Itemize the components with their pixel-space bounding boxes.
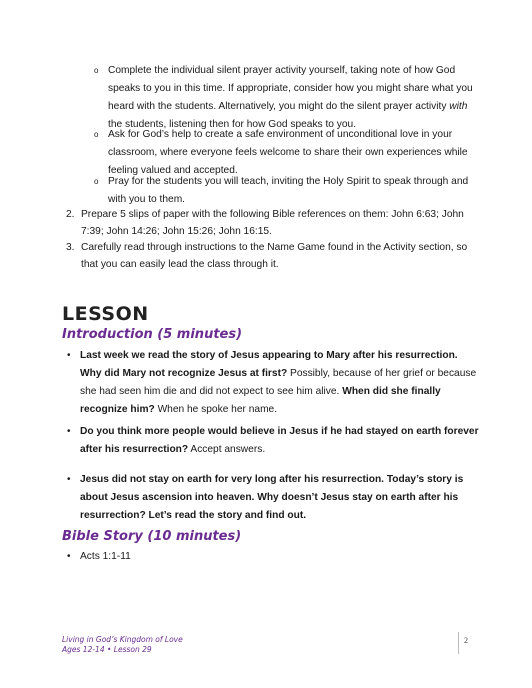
text-line: [80, 423, 480, 441]
question-text: Do you think more people would believe in Jesus if he had stayed on earth forever: [80, 426, 479, 437]
introduction-title: Introduction (5 minutes): [62, 327, 243, 342]
text-line: with you to them.: [108, 194, 186, 205]
question-text: recognize him?: [80, 404, 155, 415]
question-text: Why did Mary not recognize Jesus at first?: [80, 368, 288, 379]
footer-title: Living in God’s Kingdom of Love: [62, 635, 183, 644]
intro-bullet-3: [67, 471, 480, 525]
text-line: [80, 471, 480, 489]
text-run: heard with the students. Alternatively, you might do the silent prayer activity: [108, 101, 450, 112]
text-line: Prepare 5 slips of paper with the following Bible references on them: John 6:63; John: [81, 209, 464, 220]
lesson-heading: LESSON: [62, 303, 149, 325]
circle-bullet: o: [94, 130, 99, 139]
emphasis-with: with: [449, 101, 468, 112]
text-line: Pray for the students you will teach, inviting the Holy Spirit to speak through and: [108, 176, 469, 187]
footer-subtitle: Ages 12-14 • Lesson 29: [62, 645, 152, 654]
text-line: Ask for God’s help to create a safe environment of unconditional love in your: [108, 129, 453, 140]
text-line: Carefully read through instructions to the Name Game found in the Activity section, so: [81, 242, 468, 253]
question-text: after his resurrection?: [80, 444, 189, 455]
step-number: 2.: [66, 209, 75, 220]
text-line: [80, 401, 480, 419]
text-line: that you can easily lead the class through it.: [81, 259, 279, 270]
prep-step-2: [66, 206, 478, 240]
question-text: resurrection? Let’s read the story and find out.: [80, 510, 307, 521]
bible-story-title: Bible Story (10 minutes): [62, 529, 242, 544]
text-line: 7:39; John 14:26; John 15:26; John 16:15.: [81, 226, 272, 237]
page-number: 2: [464, 636, 468, 645]
text-line: the students, listening then for how God speaks to you.: [108, 119, 357, 130]
bullet-dot: •: [67, 474, 71, 485]
bullet-dot: •: [67, 551, 71, 562]
circle-bullet: o: [94, 66, 99, 75]
text-line: [80, 347, 480, 365]
prep-subitem-silent-prayer: [94, 62, 478, 134]
text-line: [80, 365, 480, 383]
text-line: [80, 441, 480, 459]
prep-subitem-safe-environment: [94, 126, 478, 180]
intro-bullet-1: [67, 347, 480, 419]
question-text: Last week we read the story of Jesus appearing to Mary after his resurrection.: [80, 350, 458, 361]
page-footer: [62, 635, 183, 655]
bullet-dot: •: [67, 350, 71, 361]
text-line: [108, 98, 478, 116]
step-number: 3.: [66, 242, 75, 253]
text-line: feeling valued and accepted.: [108, 165, 238, 176]
answer-text: Possibly, because of her grief or because: [287, 368, 477, 379]
answer-text: When he spoke her name.: [154, 404, 278, 415]
text-line: [80, 489, 480, 507]
question-text: When did she finally: [342, 386, 441, 397]
question-text: Jesus did not stay on earth for very long after his resurrection. Today’s story is: [80, 474, 464, 485]
question-text: about Jesus ascension into heaven. Why doesn’t Jesus stay on earth after his: [80, 492, 459, 503]
text-line: speaks to you in this time. If appropriate, consider how you might share what you: [108, 83, 473, 94]
text-line: [80, 507, 480, 525]
circle-bullet: o: [94, 177, 99, 186]
answer-text: Accept answers.: [188, 444, 266, 455]
prep-step-3: [66, 239, 478, 273]
footer-divider: [458, 632, 459, 654]
answer-text: she had seen him die and did not expect to see him alive.: [80, 386, 343, 397]
bible-story-bullet: [67, 548, 480, 566]
bullet-dot: •: [67, 426, 71, 437]
prep-subitem-pray-students: [94, 173, 478, 209]
bible-reference: Acts 1:1-11: [80, 551, 131, 562]
text-line: classroom, where everyone feels welcome to share their own experiences while: [108, 147, 468, 158]
text-line: [80, 383, 480, 401]
intro-bullet-2: [67, 423, 480, 459]
text-line: Complete the individual silent prayer activity yourself, taking note of how God: [108, 65, 456, 76]
